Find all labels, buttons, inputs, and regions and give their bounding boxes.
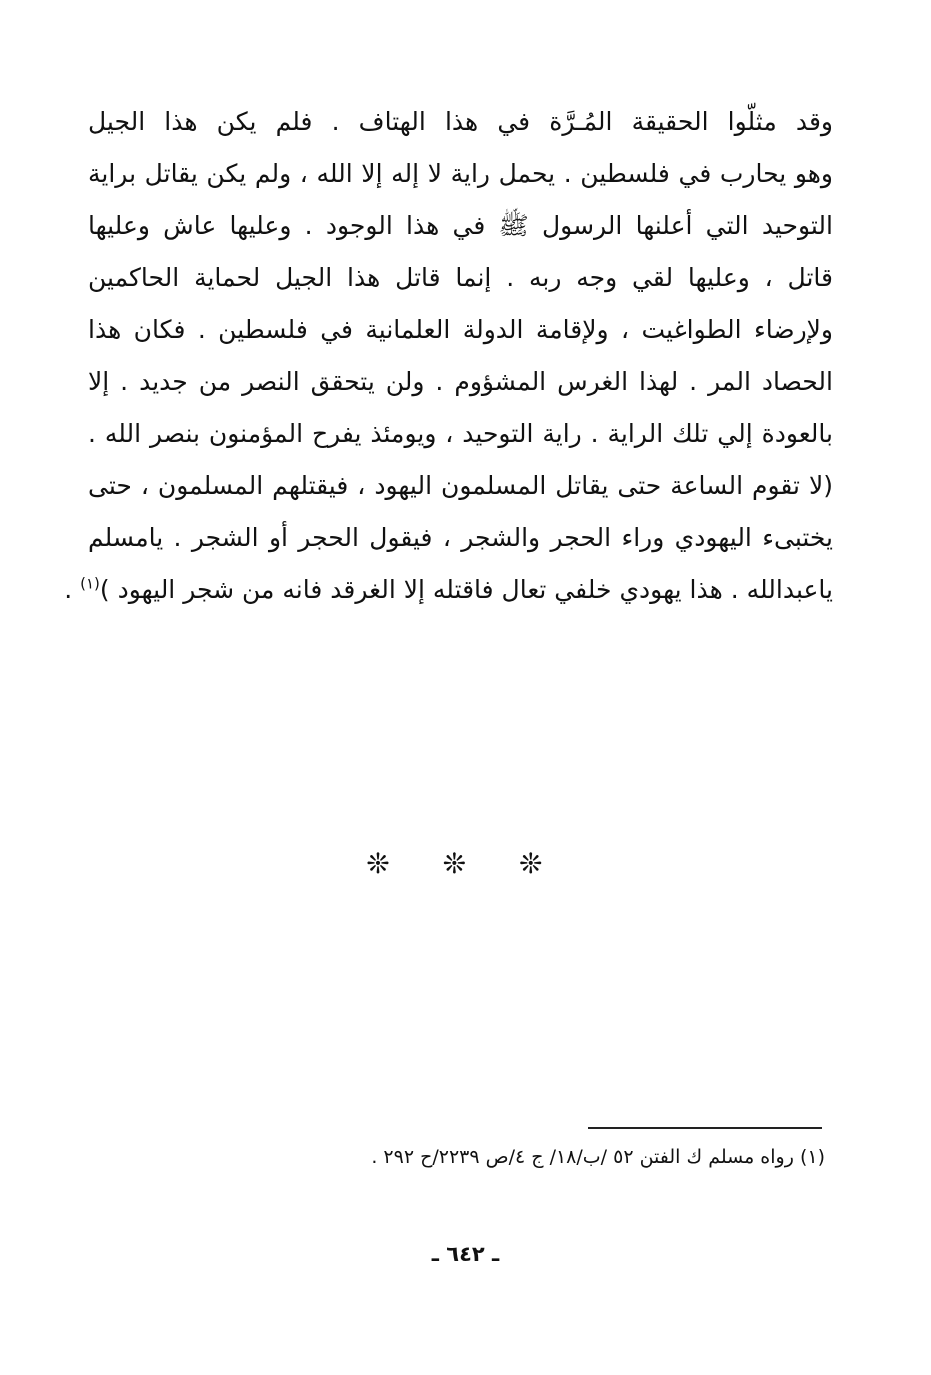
- text-line: الحصاد المر . لهذا الغرس المشؤوم . ولن يتحقق النصر من جديد . إلا: [88, 367, 833, 396]
- footnote-text: رواه مسلم ك الفتن ٥٢ /ب/١٨/ ج ٤/ص ٢٢٣٩/ح ٢٩٢ .: [371, 1146, 794, 1168]
- text-line: التوحيد التي أعلنها الرسول ﷺ في هذا الوجود . وعليها عاش وعليها: [88, 211, 833, 240]
- text-line: وهو يحارب في فلسطين . يحمل راية لا إله إلا الله ، ولم يكن يقاتل براية: [88, 159, 833, 188]
- text-line: قاتل ، وعليها لقي وجه ربه . إنما قاتل هذا الجيل لحماية الحاكمين: [88, 263, 833, 292]
- text-line: وقد مثلّوا الحقيقة المُـرَّة في هذا الهتاف . فلم يكن هذا الجيل: [88, 107, 833, 136]
- text-line: ولإرضاء الطواغيت ، ولإقامة الدولة العلمانية في فلسطين . فكان هذا: [88, 315, 833, 344]
- footnote-reference: (١): [80, 574, 100, 593]
- line-end-punctuation: .: [64, 575, 81, 604]
- hadith-last-line-text: ياعبدالله . هذا يهودي خلفي تعال فاقتله إلا الغرقد فانه من شجر اليهود ): [99, 575, 833, 604]
- footnote-divider: [588, 1127, 822, 1129]
- hadith-last-line: [64, 564, 833, 616]
- footnote: [250, 1142, 825, 1172]
- text-line: بالعودة إلي تلك الراية . راية التوحيد ، ويومئذ يفرح المؤمنون بنصر الله .: [88, 419, 833, 448]
- body-paragraph: [64, 96, 833, 616]
- page-number: ـ ٦٤٢ ـ: [431, 1242, 500, 1266]
- hadith-line: يختبىء اليهودي وراء الحجر والشجر ، فيقول الحجر أو الشجر . يامسلم: [88, 523, 833, 552]
- section-separator: ❊ ❊ ❊: [366, 847, 565, 880]
- hadith-line: (لا تقوم الساعة حتى يقاتل المسلمون اليهود ، فيقتلهم المسلمون ، حتى: [88, 471, 833, 500]
- footnote-marker: (١): [799, 1146, 825, 1168]
